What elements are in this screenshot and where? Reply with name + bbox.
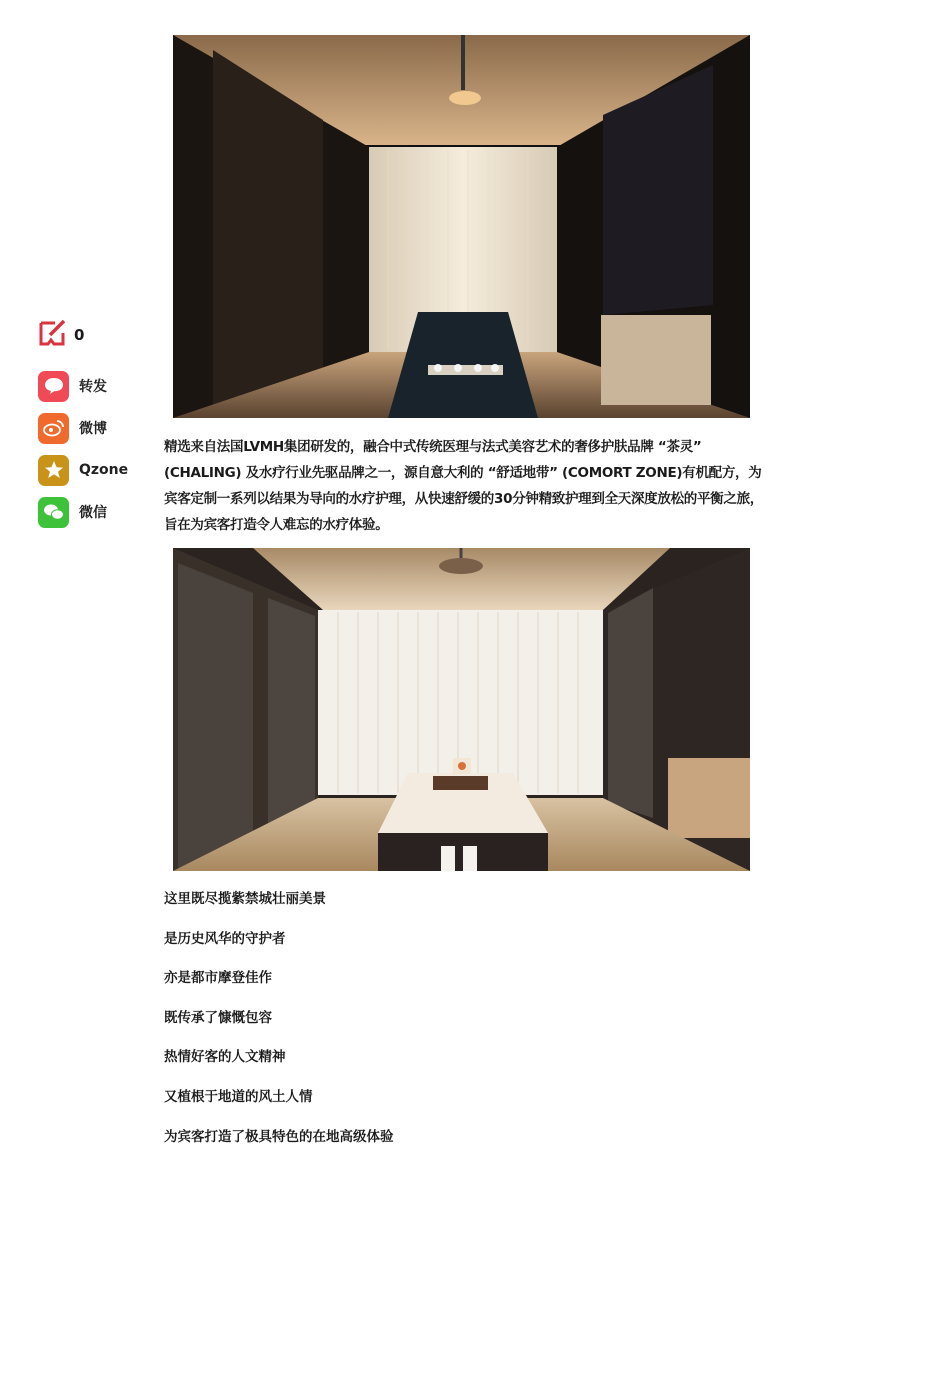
article-line: 这里既尽揽紫禁城壮丽美景: [164, 891, 326, 907]
share-label: 微博: [79, 421, 107, 437]
repost-icon: [38, 371, 69, 402]
wechat-icon: [38, 497, 69, 528]
weibo-icon: [38, 413, 69, 444]
share-label: Qzone: [79, 462, 129, 478]
article-line: 是历史风华的守护者: [164, 930, 286, 947]
comment-button[interactable]: [38, 318, 148, 352]
comment-edit-icon: [38, 318, 68, 352]
share-rail: [38, 318, 148, 538]
article-lines: [164, 886, 664, 1163]
article-line: 热情好客的人文精神: [164, 1049, 286, 1066]
share-weibo[interactable]: [38, 412, 148, 444]
share-repost[interactable]: [38, 370, 148, 402]
article-line: 为宾客打造了极具特色的在地高级体验: [164, 1128, 394, 1145]
share-qzone[interactable]: [38, 454, 148, 486]
share-label: 微信: [79, 505, 107, 521]
article-line: 亦是都市摩登佳作: [164, 970, 272, 987]
share-wechat[interactable]: [38, 496, 148, 528]
spa-room-photo-bright: [173, 548, 750, 871]
qzone-icon: [38, 455, 69, 486]
article-line: 又植根于地道的风土人情: [164, 1088, 313, 1105]
share-label: 转发: [79, 379, 107, 395]
spa-room-photo-dark: [173, 35, 750, 418]
article-paragraph: 精选来自法国LVMH集团研发的，融合中式传统医理与法式美容艺术的奢侈护肤品牌 “茶灵” (CHALING) 及水疗行业先驱品牌之一，源自意大利的 “舒适地带” (COMORT ZONE)有机配方，为宾客定制一系列以结果为导向的水疗护理，从快速舒缓的30分钟精致护理到全天深度放松的平衡之旅，旨在为宾客打造令人难忘的水疗体验。: [164, 439, 763, 533]
comment-count: 0: [74, 326, 85, 344]
article-line: 既传承了慷慨包容: [164, 1009, 272, 1026]
